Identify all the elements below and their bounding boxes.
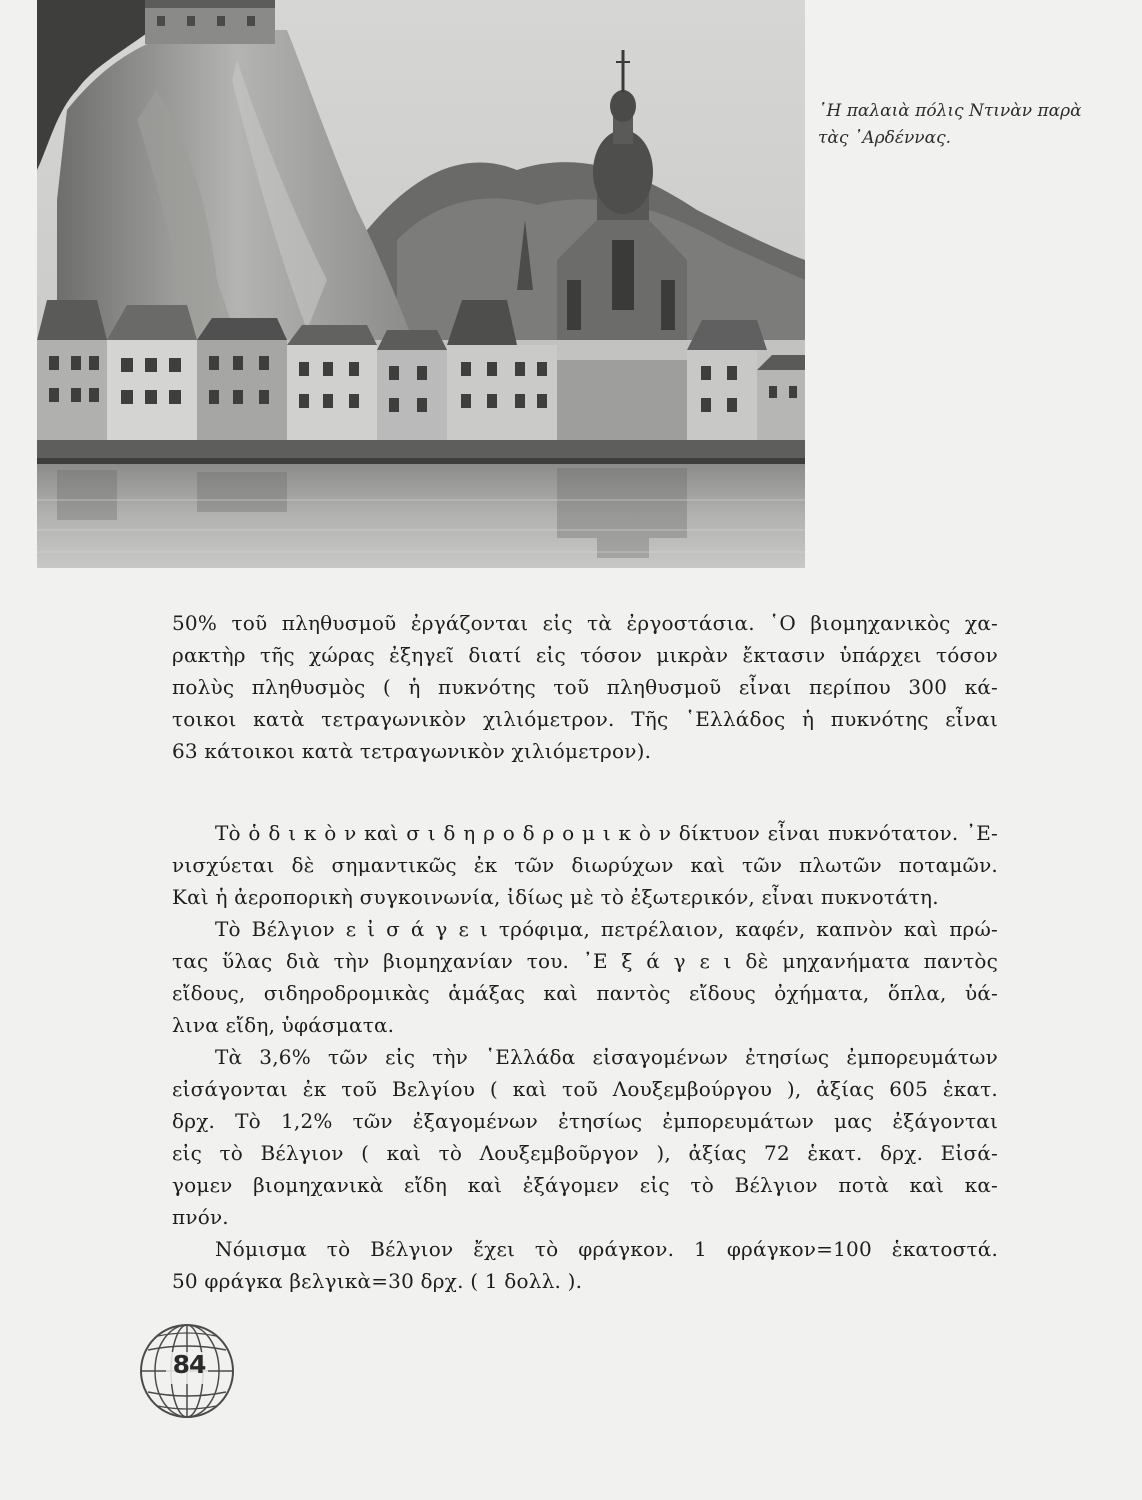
paragraph-transport — [172, 817, 998, 913]
page-number-globe — [138, 1322, 236, 1420]
text-line: 63 κάτοικοι κατὰ τετραγωνικὸν χιλιόμετρον). — [172, 739, 652, 763]
text-line: γομεν βιομηχανικὰ εἴδη καὶ ἐξάγομεν εἰς τὸ Βέλγιον ποτὰ καὶ κα- — [172, 1173, 998, 1197]
photo-illustration — [37, 0, 805, 568]
text-line: νισχύεται δὲ σημαντικῶς ἐκ τῶν διωρύχων καὶ τῶν πλωτῶν ποταμῶν. — [172, 853, 998, 877]
text-line: εἰσάγονται ἐκ τοῦ Βελγίου ( καὶ τοῦ Λουξεμβούργου ), ἀξίας 605 ἑκατ. — [172, 1077, 998, 1101]
text-line: 50 φράγκα βελγικὰ=30 δρχ. ( 1 δολλ. ). — [172, 1269, 583, 1293]
paragraph-currency — [172, 1233, 998, 1297]
text-line: πολὺς πληθυσμὸς ( ἡ πυκνότης τοῦ πληθυσμοῦ εἶναι περίπου 300 κά- — [172, 675, 998, 699]
caption-line-1: ῾Η παλαιὰ πόλις Ντινὰν παρὰ — [818, 101, 1082, 121]
text-line: ρακτὴρ τῆς χώρας ἐξηγεῖ διατί εἰς τόσον μικρὰν ἔκτασιν ὑπάρχει τόσον — [172, 643, 998, 667]
text-line: Καὶ ἡ ἀεροπορικὴ συγκοινωνία, ἰδίως μὲ τὸ ἐξωτερικόν, εἶναι πυκνοτάτη. — [172, 885, 939, 909]
photo-caption — [818, 98, 1082, 152]
text-line: Τὸ Βέλγιον ε ἰ σ ά γ ε ι τρόφιμα, πετρέλαιον, καφέν, καπνὸν καὶ πρώ- — [215, 917, 998, 941]
text-line: δρχ. Τὸ 1,2% τῶν ἐξαγομένων ἐτησίως ἐμπορευμάτων μας ἐξάγονται — [172, 1109, 998, 1133]
page-number: 84 — [172, 1350, 206, 1379]
text-line: εἴδους, σιδηροδρομικὰς ἁμάξας καὶ παντὸς εἴδους ὀχήματα, ὅπλα, ὑά- — [172, 981, 998, 1005]
text-line: Τὸ ὁ δ ι κ ὸ ν καὶ σ ι δ η ρ ο δ ρ ο μ ι κ ὸ ν δίκτυον εἶναι πυκνότατον. ᾿Ε- — [215, 821, 998, 845]
text-line: Νόμισμα τὸ Βέλγιον ἔχει τὸ φράγκον. 1 φράγκον=100 ἑκατοστά. — [215, 1237, 998, 1261]
text-line: Τὰ 3,6% τῶν εἰς τὴν ῾Ελλάδα εἰσαγομένων ἐτησίως ἐμπορευμάτων — [215, 1045, 998, 1069]
text-line: 50% τοῦ πληθυσμοῦ ἐργάζονται εἰς τὰ ἐργοστάσια. ῾Ο βιομηχανικὸς χα- — [172, 611, 998, 635]
text-line: πνόν. — [172, 1205, 229, 1229]
text-line: τοικοι κατὰ τετραγωνικὸν χιλιόμετρον. Τῆς ῾Ελλάδος ἡ πυκνότης εἶναι — [172, 707, 998, 731]
body-text — [172, 607, 998, 1297]
text-line: τας ὕλας διὰ τὴν βιομηχανίαν του. ᾿Ε ξ ά γ ε ι δὲ μηχανήματα παντὸς — [172, 949, 998, 973]
photo-dinant — [37, 0, 805, 568]
paragraph-greece-trade — [172, 1041, 998, 1233]
paragraph-trade — [172, 913, 998, 1041]
text-line: εἰς τὸ Βέλγιον ( καὶ τὸ Λουξεμβοῦργον ), ἀξίας 72 ἑκατ. δρχ. Εἰσά- — [172, 1141, 998, 1165]
paragraph-population — [172, 607, 998, 767]
caption-line-2: τὰς ᾿Αρδέννας. — [818, 128, 952, 148]
text-line: λινα εἴδη, ὑφάσματα. — [172, 1013, 395, 1037]
